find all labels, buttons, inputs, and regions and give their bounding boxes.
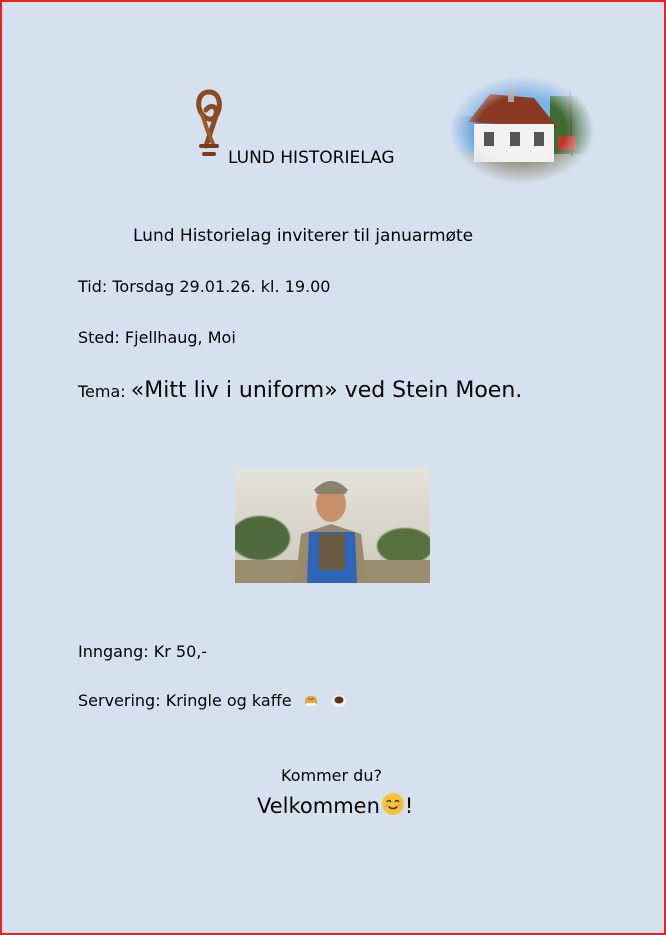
place-value: Fjellhaug, Moi: [124, 328, 236, 347]
theme-line: [78, 378, 522, 403]
time-line: [78, 277, 330, 296]
closing-question: Kommer du?: [281, 766, 382, 785]
coffee-icon: [330, 692, 348, 708]
theme-label: Tema:: [78, 382, 126, 401]
org-title: LUND HISTORIELAG: [228, 148, 395, 168]
welcome-text: Velkommen: [257, 794, 380, 818]
welcome-exclamation: !: [404, 794, 414, 818]
smiling-face-icon: [381, 792, 405, 816]
theme-value: «Mitt liv i uniform» ved Stein Moen.: [130, 378, 523, 403]
closing-welcome: [257, 792, 413, 818]
speaker-photo: [235, 468, 430, 583]
house-photo: [450, 76, 594, 184]
rope-knot-icon: [192, 84, 226, 160]
entrance-label: Inngang:: [78, 642, 149, 661]
place-label: Sted:: [78, 328, 120, 347]
serving-value: Kringle og kaffe: [165, 691, 292, 710]
entrance-line: [78, 642, 207, 661]
time-value: Torsdag 29.01.26. kl. 19.00: [112, 277, 331, 296]
place-line: [78, 328, 236, 347]
serving-label: Servering:: [78, 691, 161, 710]
entrance-value: Kr 50,-: [153, 642, 208, 661]
pastry-icon: [302, 692, 320, 708]
invitation-headline: Lund Historielag inviterer til januarmøte: [133, 226, 474, 246]
time-label: Tid:: [78, 277, 108, 296]
serving-line: [78, 691, 348, 710]
